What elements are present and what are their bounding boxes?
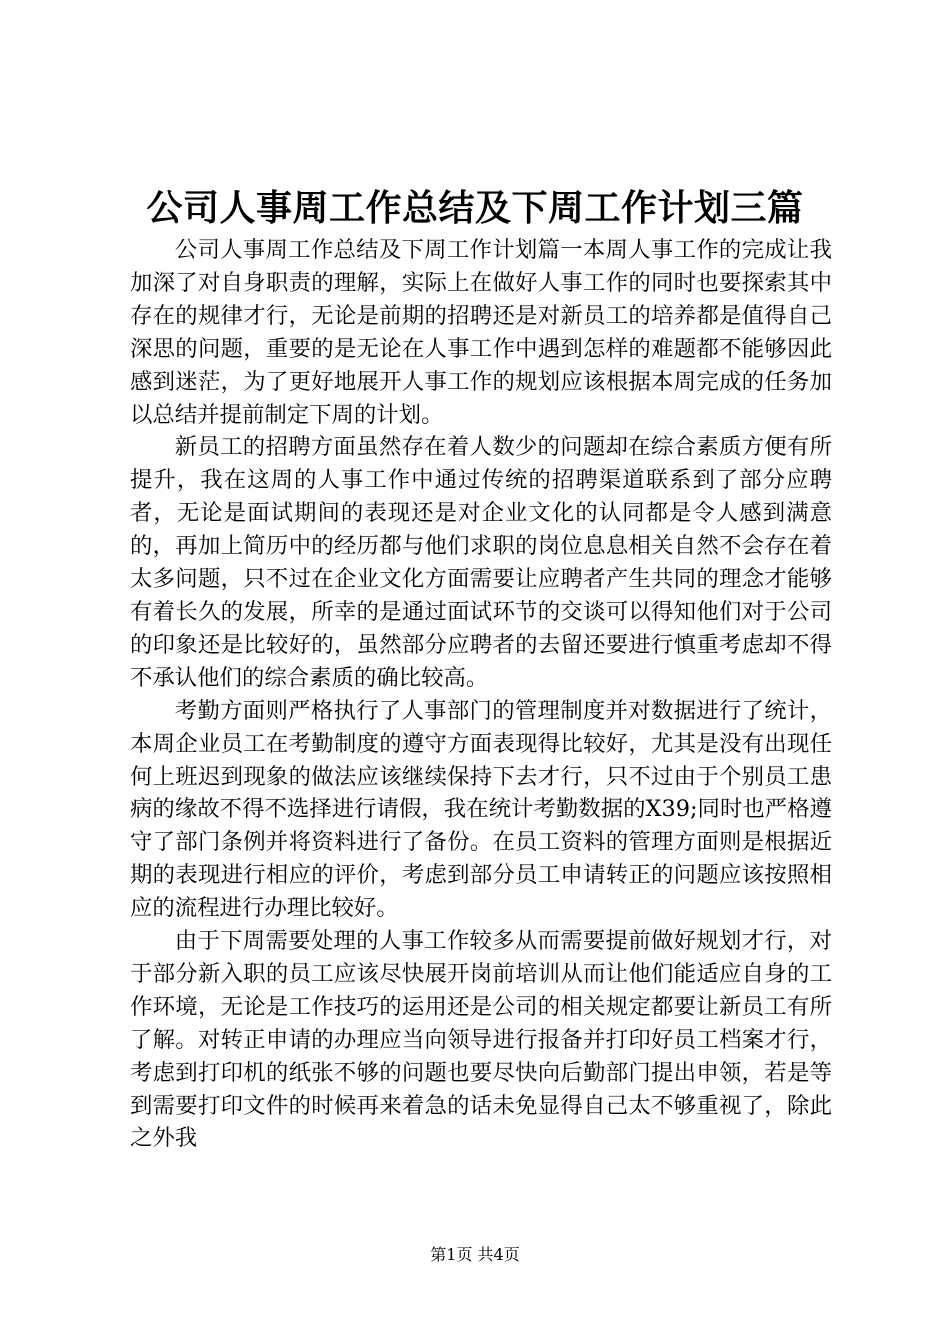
- paragraph-3: 考勤方面则严格执行了人事部门的管理制度并对数据进行了统计，本周企业员工在考勤制度的遵守方面表现得比较好，尤其是没有出现任何上班迟到现象的做法应该继续保持下去才行，只不过由于个别员工患病的缘故不得不选择进行请假，我在统计考勤数据的X39;同时也严格遵守了部门条例并将资料进行了备份。在员工资料的管理方面则是根据近期的表现进行相应的评价，考虑到部分员工申请转正的问题应该按照相应的流程进行办理比较好。: [130, 697, 832, 922]
- paragraph-2: 新员工的招聘方面虽然存在着人数少的问题却在综合素质方便有所提升，我在这周的人事工作中通过传统的招聘渠道联系到了部分应聘者，无论是面试期间的表现还是对企业文化的认同都是令人感到满意的，再加上简历中的经历都与他们求职的岗位息息相关自然不会存在着太多问题，只不过在企业文化方面需要让应聘者产生共同的理念才能够有着长久的发展，所幸的是通过面试环节的交谈可以得知他们对于公司的印象还是比较好的，虽然部分应聘者的去留还要进行慎重考虑却不得不承认他们的综合素质的确比较高。: [130, 434, 832, 691]
- paragraph-1: 公司人事周工作总结及下周工作计划篇一本周人事工作的完成让我加深了对自身职责的理解，实际上在做好人事工作的同时也要探索其中存在的规律才行，无论是前期的招聘还是对新员工的培养都是值得自己深思的问题，重要的是无论在人事工作中遇到怎样的难题都不能够因此感到迷茫，为了更好地展开人事工作的规划应该根据本周完成的任务加以总结并提前制定下周的计划。: [130, 237, 832, 428]
- page-footer: 第1页 共4页: [430, 1245, 520, 1264]
- paragraph-4: 由于下周需要处理的人事工作较多从而需要提前做好规划才行，对于部分新入职的员工应该尽快展开岗前培训从而让他们能适应自身的工作环境，无论是工作技巧的运用还是公司的相关规定都要让新员工有所了解。对转正申请的办理应当向领导进行报备并打印好员工档案才行，考虑到打印机的纸张不够的问题也要尽快向后勤部门提出申领，若是等到需要打印文件的时候再来着急的话未免显得自己太不够重视了，除此之外我: [130, 928, 832, 1152]
- document-title: 公司人事周工作总结及下周工作计划三篇: [146, 188, 804, 229]
- document-body: [130, 234, 832, 1155]
